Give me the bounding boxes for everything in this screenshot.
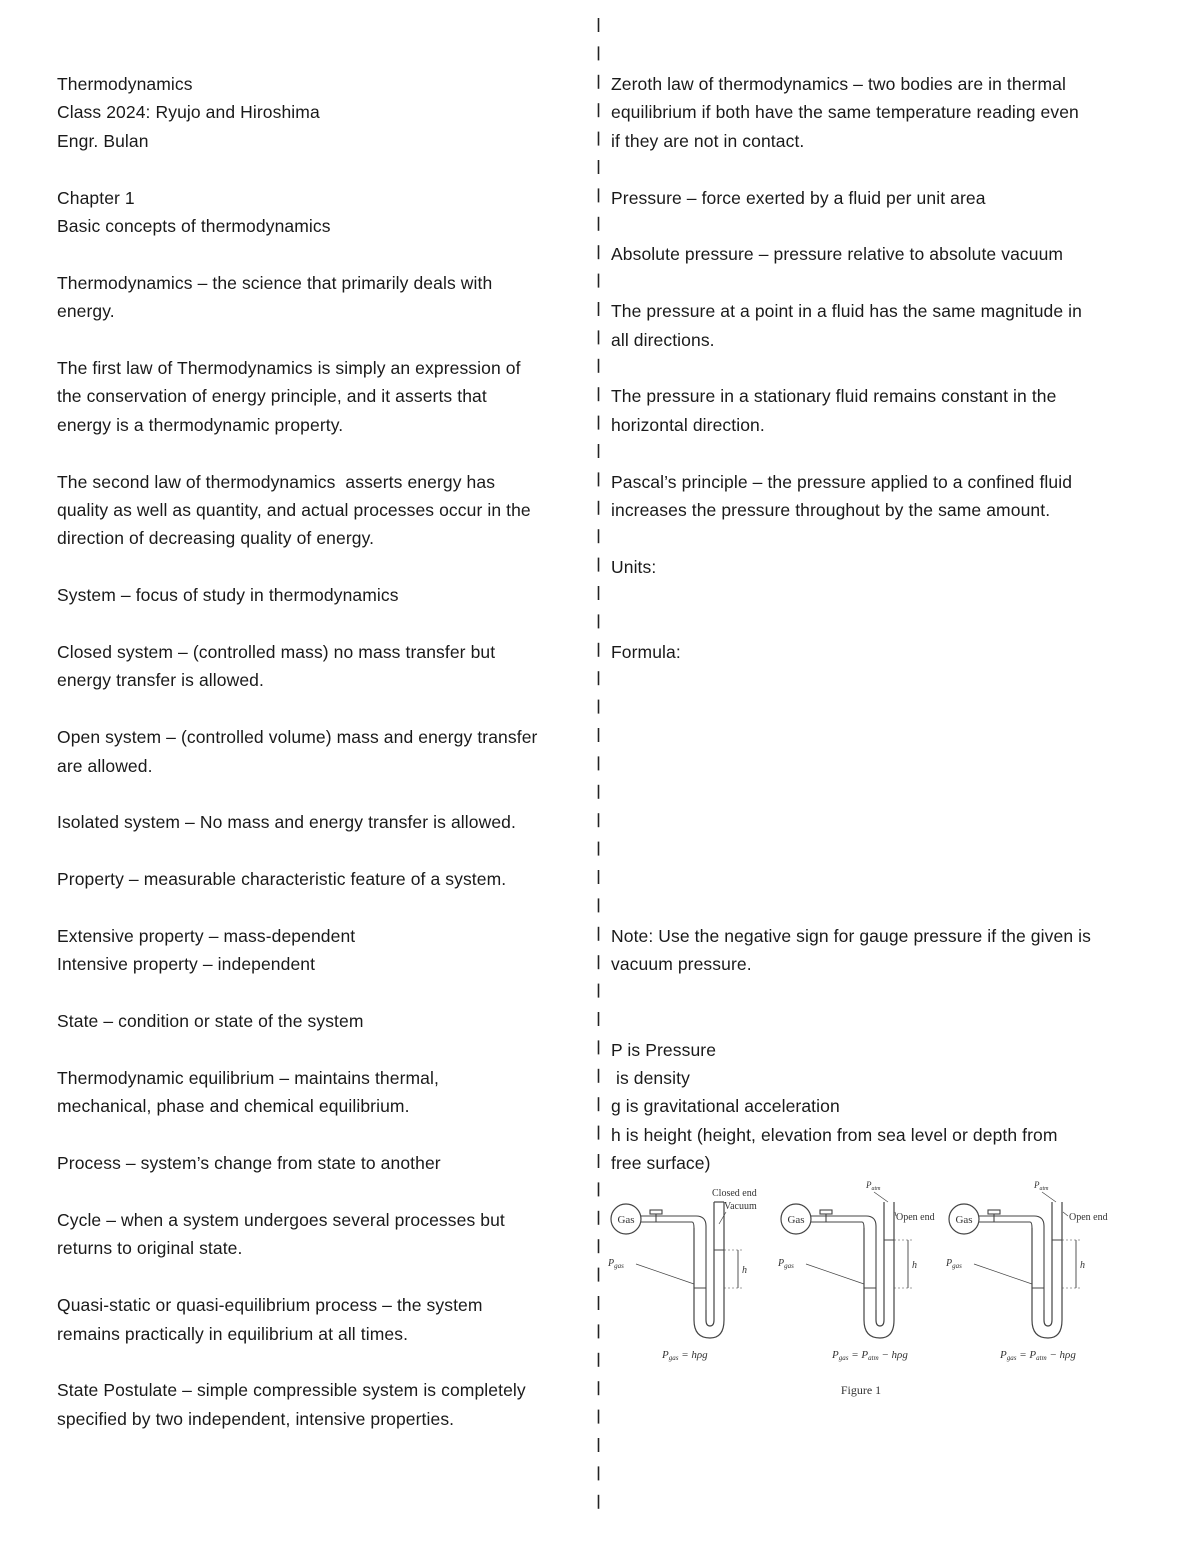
right-column-line: Pressure – force exerted by a fluid per unit area (611, 187, 986, 208)
left-column-line (57, 1348, 589, 1376)
u-tube-inner (706, 1202, 714, 1326)
left-column-line: State – condition or state of the system (57, 1011, 364, 1032)
end-label: Open end (896, 1212, 935, 1223)
right-column-line: g is gravitational acceleration (611, 1096, 840, 1117)
left-column-line (57, 894, 589, 922)
left-column-line: direction of decreasing quality of energy. (57, 528, 375, 549)
left-column-line (57, 1178, 589, 1206)
left-column-line: Extensive property – mass-dependent (57, 926, 356, 947)
left-column-line: Thermodynamics – the science that primarily deals with (57, 272, 493, 293)
left-column-line (57, 1263, 589, 1291)
left-column-line: Engr. Bulan (57, 130, 149, 151)
left-column-line: Cycle – when a system undergoes several processes but (57, 1210, 505, 1231)
p-gas-label: $P_{gas}$ (946, 1258, 962, 1270)
p-gas-leader (974, 1264, 1032, 1284)
right-column-line (611, 979, 1156, 1007)
left-column-line: The second law of thermodynamics asserts energy has (57, 471, 496, 492)
height-label: h (742, 1265, 747, 1276)
left-column-line: Open system – (controlled volume) mass and energy transfer (57, 727, 538, 748)
u-tube-inner (1044, 1202, 1052, 1326)
right-column-line: is density (611, 1067, 690, 1088)
right-column (611, 70, 1156, 1178)
left-column-line: Intensive property – independent (57, 954, 316, 975)
left-column-line: are allowed. (57, 755, 153, 776)
height-label: h (912, 1260, 917, 1271)
right-column-line (611, 1007, 1156, 1035)
right-column-line (611, 780, 1156, 808)
right-column-line (611, 894, 1156, 922)
left-column (57, 70, 589, 1433)
right-column-line: vacuum pressure. (611, 954, 752, 975)
right-column-line (611, 865, 1156, 893)
right-column-line (611, 610, 1156, 638)
right-column-line: if they are not in contact. (611, 130, 805, 151)
left-column-line: remains practically in equilibrium at all times. (57, 1323, 409, 1344)
column-divider (597, 14, 600, 1504)
right-column-line: Zeroth law of thermodynamics – two bodies are in thermal (611, 74, 1066, 94)
right-column-line: equilibrium if both have the same temperature reading even (611, 102, 1079, 123)
right-column-line: horizontal direction. (611, 414, 765, 435)
right-column-line (611, 695, 1156, 723)
left-column-line (57, 610, 589, 638)
p-atm-arrow (1042, 1192, 1056, 1202)
left-column-line: Property – measurable characteristic feature of a system. (57, 869, 507, 890)
right-column-line (611, 666, 1156, 694)
right-column-line (611, 752, 1156, 780)
right-column-line (611, 524, 1156, 552)
connecting-pipe (811, 1216, 876, 1310)
right-column-line (611, 837, 1156, 865)
right-column-line: P is Pressure (611, 1039, 717, 1060)
right-column-line: Formula: (611, 642, 681, 662)
left-column-line: returns to original state. (57, 1238, 243, 1259)
right-column-line (611, 155, 1156, 183)
left-column-line (57, 837, 589, 865)
left-column-line (57, 695, 589, 723)
left-column-line: Isolated system – No mass and energy transfer is allowed. (57, 812, 516, 833)
end-leader (1063, 1212, 1068, 1216)
right-column-line: Absolute pressure – pressure relative to absolute vacuum (611, 244, 1064, 265)
connecting-pipe (979, 1216, 1044, 1310)
left-column-line: energy transfer is allowed. (57, 670, 264, 691)
valve-icon (650, 1210, 662, 1214)
right-column-line (611, 212, 1156, 240)
left-column-line: Closed system – (controlled mass) no mass transfer but (57, 642, 496, 663)
p-gas-leader (636, 1264, 694, 1284)
left-column-line: State Postulate – simple compressible system is completely (57, 1380, 526, 1401)
connecting-pipe (641, 1216, 706, 1310)
left-column-line: Chapter 1 (57, 187, 135, 208)
valve-icon (988, 1210, 1000, 1214)
manometer-figure (606, 1172, 1108, 1402)
left-column-line: energy. (57, 301, 115, 322)
manometer-1 (607, 1188, 757, 1362)
left-column-line (57, 155, 589, 183)
right-column-line: Pascal’s principle – the pressure applied to a confined fluid (611, 471, 1073, 492)
u-tube-inner (876, 1202, 884, 1326)
left-column-line: quality as well as quantity, and actual processes occur in the (57, 500, 531, 521)
left-column-line: Process – system’s change from state to another (57, 1153, 441, 1174)
right-column-line (611, 354, 1156, 382)
p-gas-label: $P_{gas}$ (778, 1258, 794, 1270)
end-label: Closed end (712, 1188, 757, 1199)
u-tube-outer (694, 1202, 724, 1338)
left-column-line: The first law of Thermodynamics is simply an expression of (57, 358, 521, 379)
left-column-line (57, 1036, 589, 1064)
u-tube-outer (1032, 1202, 1062, 1338)
p-atm-arrow (874, 1192, 888, 1202)
right-column-line: Note: Use the negative sign for gauge pressure if the given is (611, 925, 1091, 946)
left-column-line (57, 979, 589, 1007)
vacuum-label: Vacuum (724, 1201, 757, 1212)
left-column-line: the conservation of energy principle, and it asserts that (57, 386, 487, 407)
manometer-equation: Pgas = Patm − hρg (1000, 1349, 1076, 1362)
left-column-line (57, 326, 589, 354)
gas-label: Gas (955, 1214, 973, 1226)
gas-label: Gas (617, 1214, 635, 1226)
left-column-line: Quasi-static or quasi-equilibrium process – the system (57, 1295, 483, 1316)
p-atm-label: $P_{atm}$ (1034, 1180, 1049, 1192)
left-column-line: mechanical, phase and chemical equilibrium. (57, 1096, 410, 1117)
figure-caption: Figure 1 (840, 1383, 882, 1397)
p-gas-leader (806, 1264, 864, 1284)
left-column-line: Class 2024: Ryujo and Hiroshima (57, 102, 320, 123)
right-column-line (611, 269, 1156, 297)
right-column-line: free surface) (611, 1153, 711, 1174)
right-column-line (611, 439, 1156, 467)
left-column-line (57, 553, 589, 581)
right-column-line (611, 581, 1156, 609)
left-column-line: Basic concepts of thermodynamics (57, 216, 331, 237)
u-tube-outer (864, 1202, 894, 1338)
left-column-line: Thermodynamic equilibrium – maintains thermal, (57, 1068, 439, 1089)
valve-icon (820, 1210, 832, 1214)
manometer-equation: Pgas = hρg (662, 1349, 708, 1362)
end-leader (719, 1212, 726, 1224)
right-column-line (611, 808, 1156, 836)
right-column-line: The pressure in a stationary fluid remains constant in the (611, 386, 1057, 407)
left-column-line: energy is a thermodynamic property. (57, 414, 344, 435)
right-column-line: The pressure at a point in a fluid has the same magnitude in (611, 301, 1082, 322)
right-column-line: all directions. (611, 329, 715, 350)
manometer-3 (945, 1180, 1108, 1362)
left-column-line (57, 1121, 589, 1149)
left-column-line: specified by two independent, intensive properties. (57, 1408, 455, 1429)
left-column-line (57, 439, 589, 467)
left-column-line: System – focus of study in thermodynamics (57, 585, 399, 606)
p-atm-label: $P_{atm}$ (866, 1180, 881, 1192)
manometer-equation: Pgas = Patm − hρg (832, 1349, 908, 1362)
left-column-line (57, 780, 589, 808)
end-label: Open end (1069, 1212, 1108, 1223)
left-column-line: Thermodynamics (57, 74, 193, 94)
right-column-line: h is height (height, elevation from sea level or depth from (611, 1124, 1058, 1145)
right-column-line: Units: (611, 556, 657, 577)
right-column-line (611, 723, 1156, 751)
gas-label: Gas (787, 1214, 805, 1226)
height-label: h (1080, 1260, 1085, 1271)
p-gas-label: $P_{gas}$ (608, 1258, 624, 1270)
left-column-line (57, 240, 589, 268)
right-column-line: increases the pressure throughout by the same amount. (611, 500, 1051, 521)
manometer-2 (777, 1180, 935, 1362)
